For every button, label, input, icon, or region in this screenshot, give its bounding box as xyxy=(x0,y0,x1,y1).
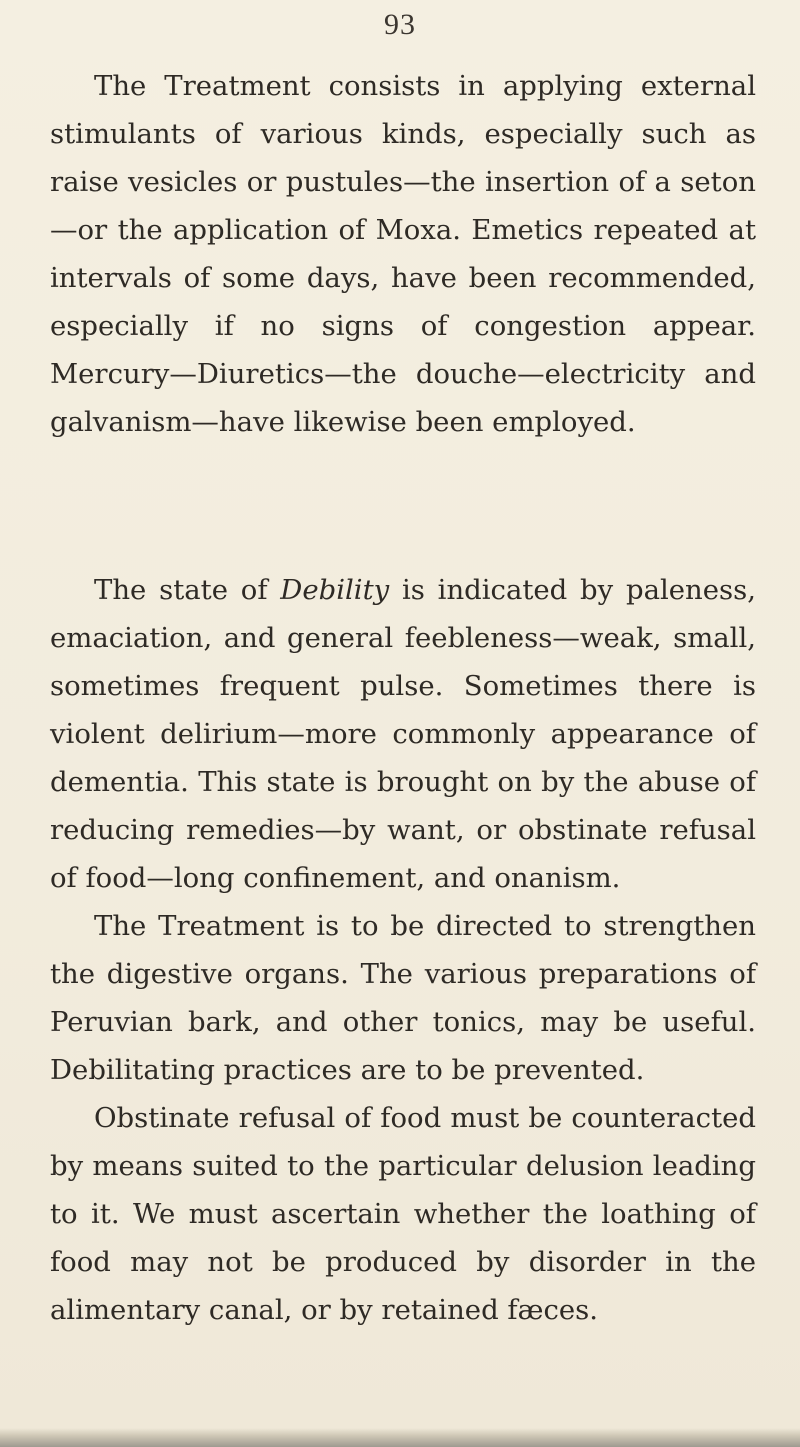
page-number: 93 xyxy=(384,8,416,41)
paragraph-state-of-debility xyxy=(50,566,756,902)
debility-description-text: is indicated by paleness, emaciation, and general feebleness—weak, small, sometimes frequent pulse. Sometimes there is violent delirium—more commonly appearance of dementia. This state is brought on by the abuse of reducing remedies—by want, or obstinate refusal of food—long confinement, and onanism. xyxy=(50,574,756,894)
debility-italic-term: Debility xyxy=(280,574,390,606)
page-bottom-edge xyxy=(0,1428,800,1447)
paragraph-treatment-digestive-organs: The Treatment is to be directed to strengthen the digestive organs. The various preparations of Peruvian bark, and other tonics, may be useful. Debilitating practices are to be prevented. xyxy=(50,910,756,1086)
paragraph-refusal-of-food: Obstinate refusal of food must be counteracted by means suited to the particular delusion leading to it. We must ascertain whether the loathing of food may not be produced by disorder in the alimentary canal, or by retained fæces. xyxy=(50,1102,756,1326)
paragraph-treatment-external-stimulants: The Treatment consists in applying external stimulants of various kinds, especially such as raise vesicles or pustules—the insertion of a seton—or the application of Moxa. Emetics repeated at intervals of some days, have been recommended, especially if no signs of congestion appear. Mercury—Diuretics—the douche—electricity and galvanism—have likewise been employed. xyxy=(50,70,756,438)
text-block-debility xyxy=(50,566,756,1334)
text-block-top xyxy=(50,62,756,446)
debility-intro-text: The state of xyxy=(94,574,281,606)
